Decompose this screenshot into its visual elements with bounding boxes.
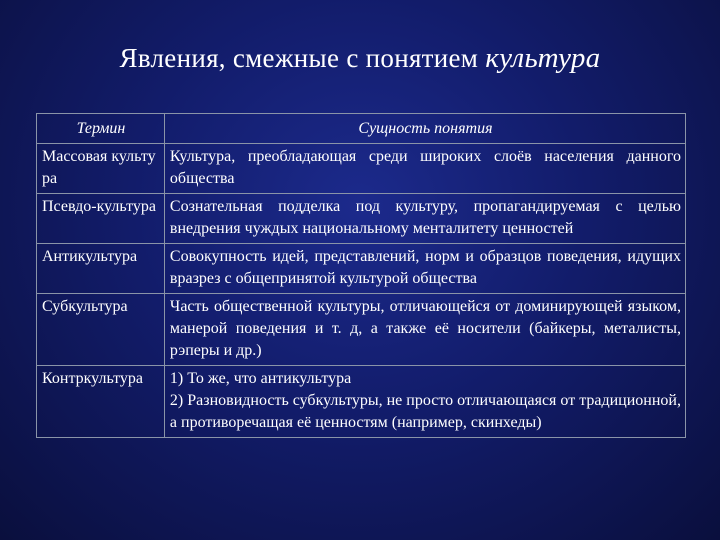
term-cell: Массовая культура [37,144,165,194]
table-header-row [37,114,686,144]
description-line: 2) Разновидность субкультуры, не просто отличающаяся от традиционной, а противоречащая её ценностям (например, скинхеды) [169,392,681,431]
term-cell: Субкультура [37,294,165,366]
table-row [37,144,686,194]
slide-title [0,42,720,75]
term-cell: Контркультура [37,366,165,438]
header-essence: Сущность понятия [164,114,685,144]
table-row [37,294,686,366]
term-cell: Антикультура [37,244,165,294]
table-row [37,194,686,244]
concepts-table [36,113,686,438]
table-row [37,244,686,294]
description-line: 1) То же, что антикультура [169,370,352,387]
description-cell [164,144,685,194]
description-cell [164,244,685,294]
description-cell [164,366,685,438]
header-term: Термин [37,114,165,144]
description-line: Культура, преобладающая среди широких слоёв населения данного общества [169,148,681,187]
description-cell [164,194,685,244]
slide-title-main: Явления, смежные с понятием [119,43,486,73]
description-line: Сознательная подделка под культуру, пропагандируемая с целью внедрения чуждых национальному менталитету ценностей [169,198,681,237]
description-line: Совокупность идей, представлений, норм и образцов поведения, идущих вразрез с общепринятой культурой общества [169,248,681,287]
table-row [37,366,686,438]
description-cell [164,294,685,366]
term-cell: Псевдо-культура [37,194,165,244]
description-line: Часть общественной культуры, отличающейся от доминирующей языком, манерой поведения и т. д, а также её носители (байкеры, металисты, рэперы и др.) [169,298,681,359]
slide-title-emphasis: культура [485,42,601,74]
